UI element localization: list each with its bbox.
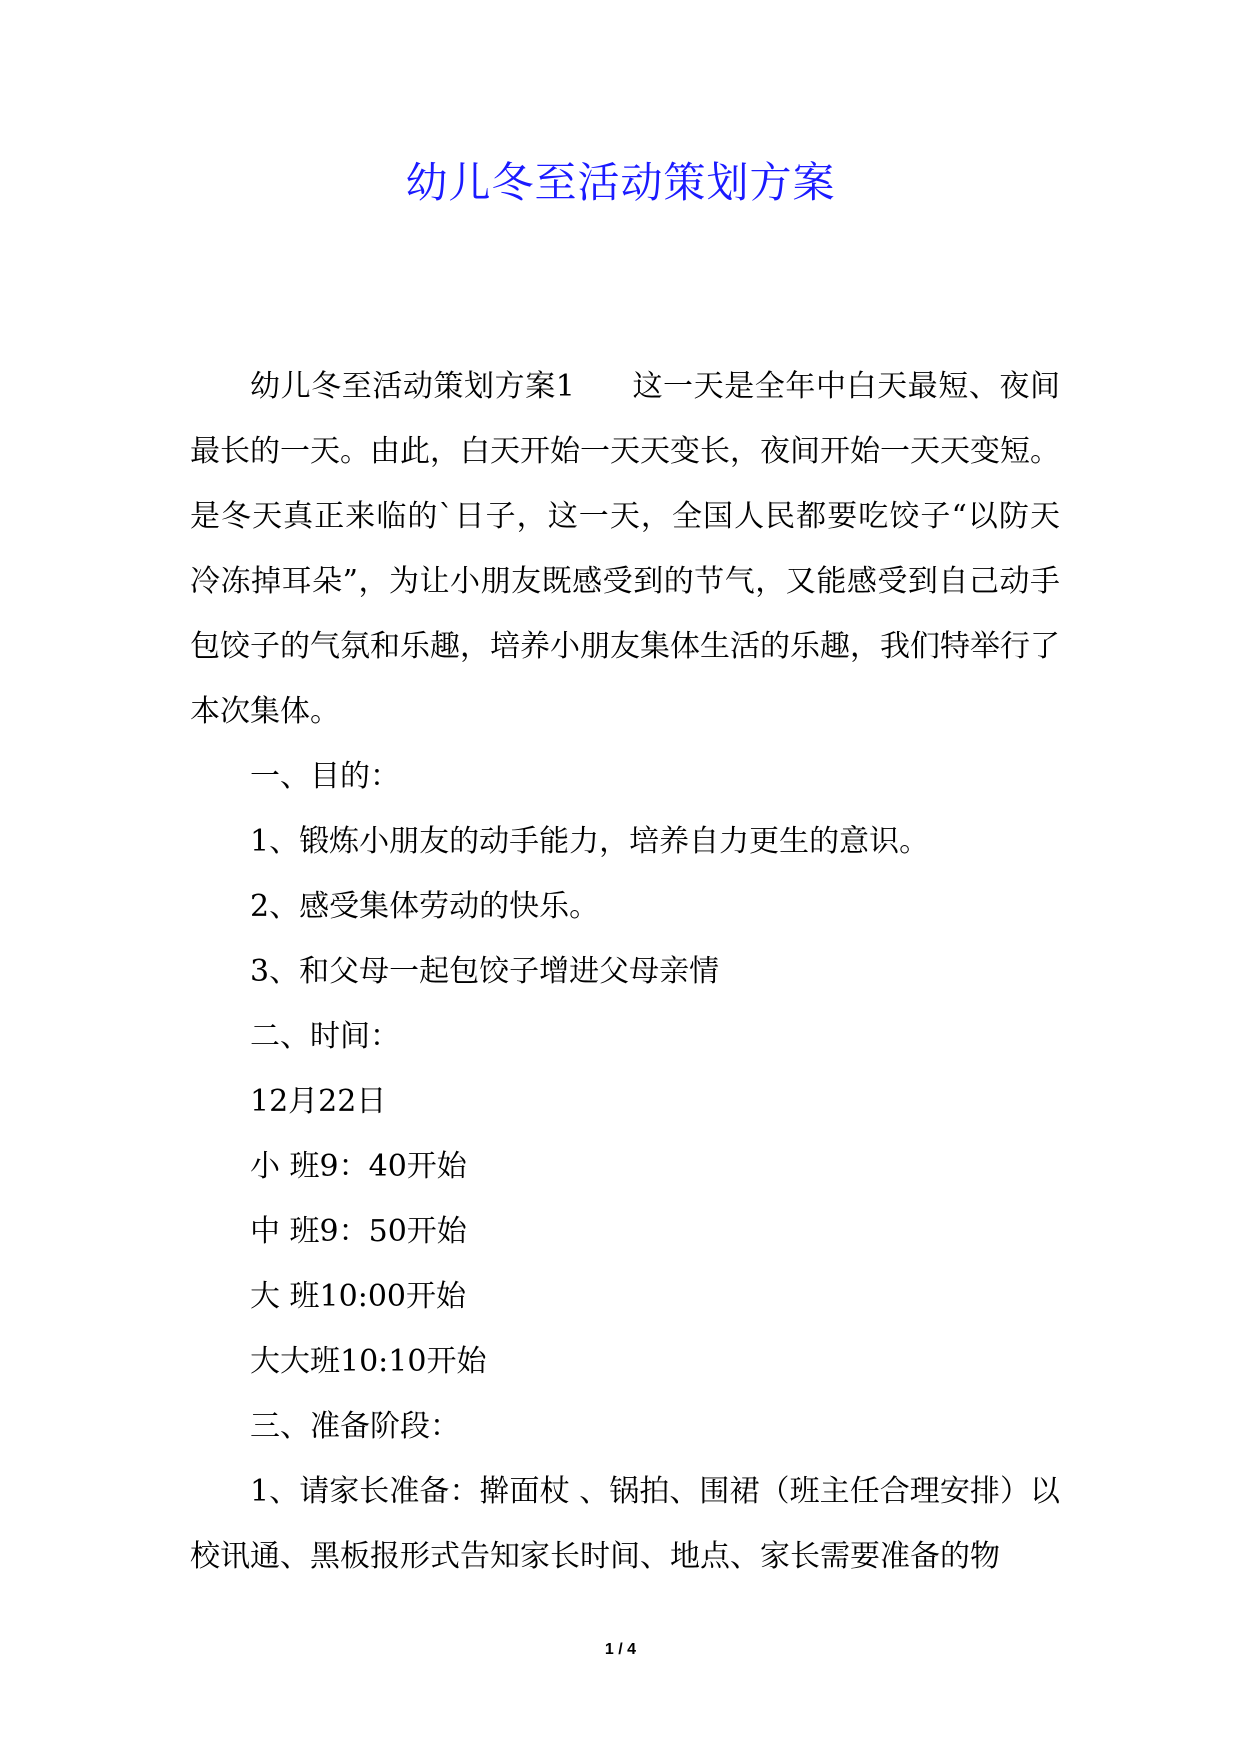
schedule-item: 中 班9：50开始 (250, 1214, 467, 1249)
intro-heading: 幼儿冬至活动策划方案1 (250, 369, 575, 404)
page-number: 1 / 4 (604, 1641, 637, 1658)
section-heading-purpose: 一、目的： (250, 759, 400, 794)
section-heading-preparation: 三、准备阶段： (250, 1409, 460, 1444)
list-item: 3、和父母一起包饺子增进父母亲情 (250, 954, 720, 989)
list-item: 1、请家长准备：擀面杖 、锅拍、围裙（班主任合理安排）以校讯通、黑板报形式告知家长时间、地点、家长需要准备的物 (190, 1474, 1060, 1574)
schedule-item: 大 班10:00开始 (250, 1279, 466, 1314)
list-item: 1、锻炼小朋友的动手能力，培养自力更生的意识。 (250, 824, 930, 859)
document-title: 幼儿冬至活动策划方案 (405, 158, 836, 207)
schedule-item: 大大班10:10开始 (250, 1344, 487, 1379)
section-heading-time: 二、时间： (250, 1019, 400, 1054)
intro-text: 这一天是全年中白天最短、夜间最长的一天。由此，白天开始一天天变长，夜间开始一天天变短。是冬天真正来临的`日子，这一天，全国人民都要吃饺子“以防天冷冻掉耳朵”，为让小朋友既感受到的节气，又能感受到自己动手包饺子的气氛和乐趣，培养小朋友集体生活的乐趣，我们特举行了本次集体。 (190, 369, 1061, 729)
document-body (190, 354, 1060, 1589)
intro-paragraph (190, 354, 1060, 744)
date-line: 12月22日 (250, 1084, 387, 1119)
schedule-item: 小 班9：40开始 (250, 1149, 467, 1184)
list-item: 2、感受集体劳动的快乐。 (250, 889, 600, 924)
